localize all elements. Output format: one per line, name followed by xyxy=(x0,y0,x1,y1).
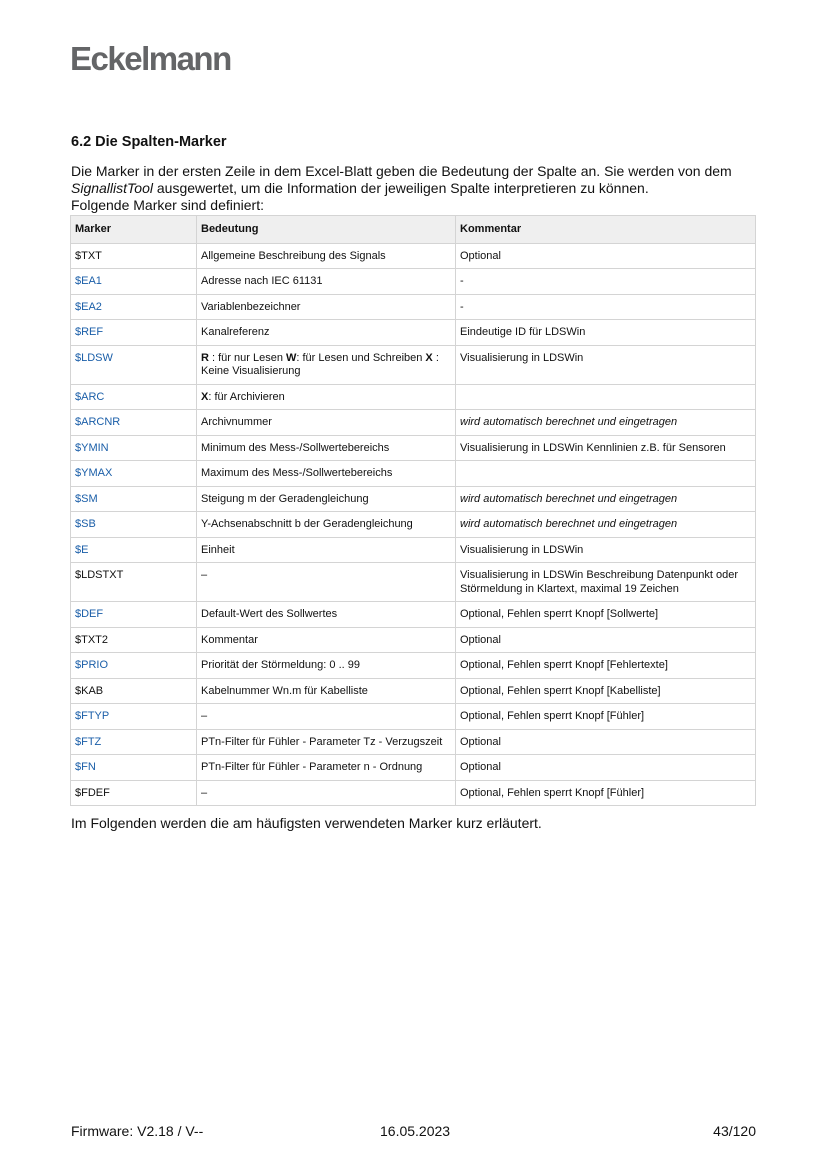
intro-paragraph xyxy=(71,163,761,214)
bedeutung-text: – xyxy=(201,786,208,799)
bedeutung-text: Allgemeine Beschreibung des Signals xyxy=(201,249,386,262)
table-row xyxy=(71,653,756,679)
kommentar-cell: Visualisierung in LDSWin Beschreibung Datenpunkt oder Störmeldung in Klartext, maximal 19 Zeichen xyxy=(456,563,756,602)
bedeutung-text: Minimum des Mess-/Sollwertebereichs xyxy=(201,441,390,454)
bedeutung-text: Adresse nach IEC 61131 xyxy=(201,275,323,287)
marker-cell: $FDEF xyxy=(71,780,197,806)
table-row xyxy=(71,294,756,320)
bedeutung-cell xyxy=(197,486,456,512)
marker-cell[interactable]: $EA2 xyxy=(71,294,197,320)
bedeutung-text: Priorität der Störmeldung: 0 .. 99 xyxy=(201,659,360,671)
marker-cell[interactable]: $SM xyxy=(71,486,197,512)
table-row xyxy=(71,537,756,563)
bedeutung-text: : für Archivieren xyxy=(208,390,285,403)
table-row xyxy=(71,755,756,781)
bedeutung-cell xyxy=(197,627,456,653)
table-row xyxy=(71,512,756,538)
bedeutung-text: – xyxy=(201,569,208,581)
kommentar-cell: Optional, Fehlen sperrt Knopf [Kabelliste] xyxy=(456,678,756,704)
bedeutung-text: Kabelnummer Wn.m für Kabelliste xyxy=(201,684,368,697)
footer-firmware: Firmware: V2.18 / V-- xyxy=(71,1123,204,1139)
bedeutung-cell xyxy=(197,384,456,410)
bedeutung-cell xyxy=(197,678,456,704)
bedeutung-cell xyxy=(197,780,456,806)
kommentar-cell: Optional, Fehlen sperrt Knopf [Fühler] xyxy=(456,704,756,730)
eckelmann-logo: Eckelmann xyxy=(70,40,231,77)
table-row xyxy=(71,563,756,602)
header-marker: Marker xyxy=(71,216,197,244)
kommentar-cell: Optional xyxy=(456,243,756,269)
bedeutung-text: : für nur Lesen xyxy=(208,351,286,364)
bedeutung-text: X xyxy=(201,390,209,403)
kommentar-cell: Eindeutige ID für LDSWin xyxy=(456,320,756,346)
bedeutung-text: Kanalreferenz xyxy=(201,326,270,338)
marker-cell[interactable]: $EA1 xyxy=(71,269,197,295)
outro-paragraph: Im Folgenden werden die am häufigsten verwendeten Marker kurz erläutert. xyxy=(71,815,542,831)
table-row xyxy=(71,627,756,653)
marker-cell[interactable]: $PRIO xyxy=(71,653,197,679)
marker-cell[interactable]: $REF xyxy=(71,320,197,346)
header-bedeutung: Bedeutung xyxy=(197,216,456,244)
bedeutung-text: X xyxy=(425,351,433,364)
kommentar-cell: Optional xyxy=(456,729,756,755)
bedeutung-cell xyxy=(197,410,456,436)
bedeutung-cell xyxy=(197,320,456,346)
bedeutung-cell xyxy=(197,704,456,730)
table-row xyxy=(71,384,756,410)
bedeutung-text: : für Lesen und Schreiben xyxy=(296,351,426,364)
kommentar-cell: wird automatisch berechnet und eingetragen xyxy=(456,512,756,538)
bedeutung-text: Archivnummer xyxy=(201,416,272,428)
bedeutung-cell xyxy=(197,435,456,461)
marker-cell[interactable]: $ARCNR xyxy=(71,410,197,436)
table-row xyxy=(71,345,756,384)
table-row xyxy=(71,435,756,461)
kommentar-cell: wird automatisch berechnet und eingetragen xyxy=(456,486,756,512)
footer-date: 16.05.2023 xyxy=(380,1123,451,1139)
kommentar-cell: wird automatisch berechnet und eingetragen xyxy=(456,410,756,436)
bedeutung-cell xyxy=(197,269,456,295)
tool-name: SignallistTool xyxy=(71,180,153,196)
marker-cell: $LDSTXT xyxy=(71,563,197,602)
marker-cell[interactable]: $FTZ xyxy=(71,729,197,755)
marker-cell[interactable]: $SB xyxy=(71,512,197,538)
bedeutung-cell xyxy=(197,243,456,269)
marker-table xyxy=(70,215,756,806)
bedeutung-text: PTn-Filter für Fühler - Parameter Tz - Verzugszeit xyxy=(201,735,443,748)
marker-cell[interactable]: $E xyxy=(71,537,197,563)
kommentar-cell: Optional, Fehlen sperrt Knopf [Fehlertexte] xyxy=(456,653,756,679)
kommentar-cell: Optional, Fehlen sperrt Knopf [Sollwerte] xyxy=(456,602,756,628)
bedeutung-text: Default-Wert des Sollwertes xyxy=(201,608,338,620)
intro-list-lead: Folgende Marker sind definiert: xyxy=(71,197,264,213)
bedeutung-text: Variablenbezeichner xyxy=(201,300,301,313)
bedeutung-text: Maximum des Mess-/Sollwertebereichs xyxy=(201,467,393,479)
bedeutung-text: R xyxy=(201,351,209,364)
bedeutung-cell xyxy=(197,563,456,602)
kommentar-cell: Optional xyxy=(456,755,756,781)
table-row xyxy=(71,780,756,806)
table-row xyxy=(71,704,756,730)
marker-cell[interactable]: $ARC xyxy=(71,384,197,410)
kommentar-cell: - xyxy=(456,294,756,320)
table-row xyxy=(71,461,756,487)
table-row xyxy=(71,729,756,755)
bedeutung-cell xyxy=(197,602,456,628)
kommentar-cell: Visualisierung in LDSWin Kennlinien z.B. für Sensoren xyxy=(456,435,756,461)
bedeutung-text: PTn-Filter für Fühler - Parameter n - Ordnung xyxy=(201,761,423,773)
bedeutung-cell xyxy=(197,653,456,679)
bedeutung-cell xyxy=(197,537,456,563)
footer-page-number: 43/120 xyxy=(713,1123,756,1139)
marker-cell[interactable]: $YMIN xyxy=(71,435,197,461)
marker-cell[interactable]: $FN xyxy=(71,755,197,781)
bedeutung-text: W xyxy=(286,351,297,364)
bedeutung-cell xyxy=(197,755,456,781)
marker-cell: $TXT2 xyxy=(71,627,197,653)
bedeutung-text: Steigung m der Geradengleichung xyxy=(201,492,369,505)
marker-cell[interactable]: $DEF xyxy=(71,602,197,628)
kommentar-cell xyxy=(456,384,756,410)
bedeutung-text: Y-Achsenabschnitt b der Geradengleichung xyxy=(201,518,413,530)
bedeutung-cell xyxy=(197,294,456,320)
kommentar-cell xyxy=(456,461,756,487)
kommentar-cell: Optional, Fehlen sperrt Knopf [Fühler] xyxy=(456,780,756,806)
kommentar-cell: Visualisierung in LDSWin xyxy=(456,345,756,384)
marker-cell[interactable]: $YMAX xyxy=(71,461,197,487)
table-row xyxy=(71,678,756,704)
bedeutung-text: : Keine Visualisierung xyxy=(201,351,439,377)
marker-cell[interactable]: $FTYP xyxy=(71,704,197,730)
intro-text: Die Marker in der ersten Zeile in dem Excel-Blatt geben die Bedeutung der Spalte an. Sie werden von dem xyxy=(71,163,732,179)
bedeutung-cell xyxy=(197,345,456,384)
table-row xyxy=(71,269,756,295)
table-row xyxy=(71,243,756,269)
kommentar-cell: Optional xyxy=(456,627,756,653)
bedeutung-text: Einheit xyxy=(201,543,235,556)
table-row xyxy=(71,410,756,436)
bedeutung-cell xyxy=(197,512,456,538)
marker-cell: $TXT xyxy=(71,243,197,269)
section-heading: 6.2 Die Spalten-Marker xyxy=(71,134,227,150)
table-row xyxy=(71,486,756,512)
bedeutung-cell xyxy=(197,461,456,487)
kommentar-cell: Visualisierung in LDSWin xyxy=(456,537,756,563)
marker-cell: $KAB xyxy=(71,678,197,704)
table-row xyxy=(71,320,756,346)
bedeutung-cell xyxy=(197,729,456,755)
bedeutung-text: Kommentar xyxy=(201,633,258,646)
table-row xyxy=(71,602,756,628)
header-kommentar: Kommentar xyxy=(456,216,756,244)
marker-cell[interactable]: $LDSW xyxy=(71,345,197,384)
kommentar-cell: - xyxy=(456,269,756,295)
intro-text-cont: ausgewertet, um die Information der jeweiligen Spalte interpretieren zu können. xyxy=(152,180,649,196)
table-header-row xyxy=(71,216,756,244)
bedeutung-text: – xyxy=(201,710,208,722)
